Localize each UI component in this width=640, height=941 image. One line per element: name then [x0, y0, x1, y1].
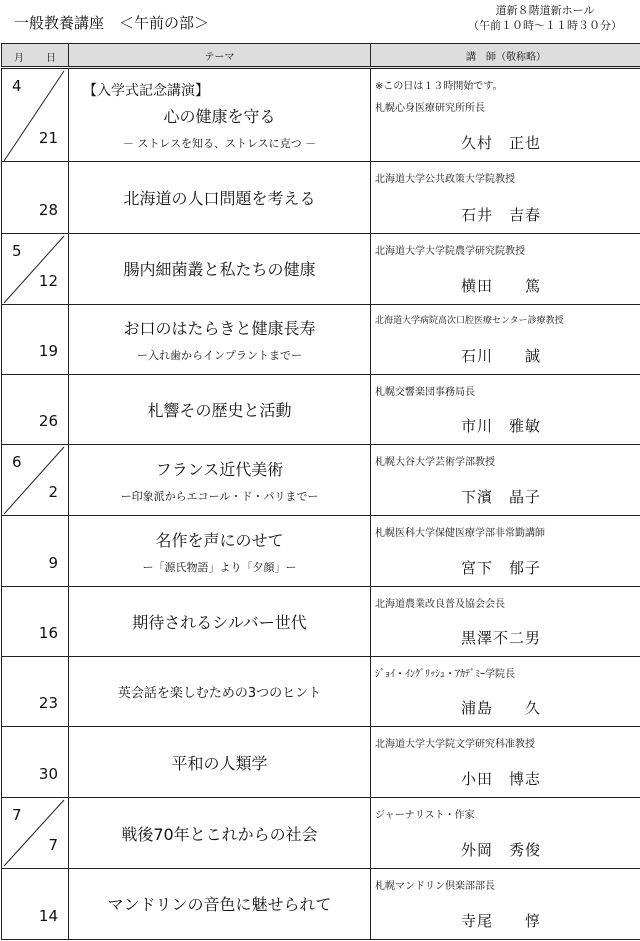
day-value: 12 — [38, 271, 58, 290]
day-header: 日 — [46, 53, 56, 64]
theme-cell — [69, 727, 371, 798]
page-header — [0, 0, 640, 44]
theme-subtitle: ー印象派からエコール・ド・パリまでー — [120, 489, 319, 503]
lecturer-cell — [371, 233, 640, 304]
theme-title: 腸内細菌叢と私たちの健康 — [123, 260, 316, 280]
day-value: 19 — [38, 342, 58, 361]
theme-title: お口のはたらきと健康長寿 — [123, 318, 316, 338]
lecturer-name: 石井 吉春 — [461, 205, 542, 224]
theme-title: フランス近代美術 — [155, 459, 284, 479]
date-cell — [2, 445, 69, 516]
lecturer-cell — [371, 798, 640, 868]
theme-title: 心の健康を守る — [163, 106, 276, 126]
lecturer-affiliation: 北海道大学病院高次口腔医療センター診療教授 — [375, 315, 564, 326]
lecturer-cell — [371, 586, 640, 656]
date-cell — [2, 516, 69, 586]
table-row — [2, 516, 640, 586]
day-value: 23 — [38, 694, 58, 713]
event-label: 【入学式記念講演】 — [83, 82, 209, 99]
lecturer-cell — [371, 68, 640, 162]
page-title: 一般教養講座 ＜午前の部＞ — [14, 14, 210, 32]
venue-info — [468, 3, 622, 33]
table-row — [2, 375, 640, 445]
theme-title: 名作を声にのせて — [155, 530, 284, 550]
venue-name: 道新８階道新ホール — [495, 4, 595, 17]
lecturer-name: 小田 博志 — [461, 770, 542, 789]
lecturer-name: 市川 雅敏 — [461, 417, 542, 436]
date-cell — [2, 68, 69, 162]
table-row — [2, 586, 640, 656]
lecturer-affiliation-2: 札幌心身医療研究所所長 — [375, 103, 485, 114]
lecturer-affiliation: 札幌交響楽団事務局長 — [375, 387, 475, 399]
theme-subtitle: ー「源氏物語」より「夕顔」ー — [142, 560, 297, 574]
table-row — [2, 304, 640, 374]
theme-cell — [69, 375, 371, 445]
table-row — [2, 868, 640, 939]
date-cell — [2, 586, 69, 656]
lecturer-name: 浦島 久 — [461, 699, 542, 718]
date-cell — [2, 162, 69, 233]
lecturer-column-header: 講 師（敬称略） — [371, 44, 640, 68]
lecturer-affiliation: 札幌医科大学保健医療学部非常勤講師 — [375, 528, 545, 540]
lecturer-cell — [371, 868, 640, 939]
lecturer-cell — [371, 656, 640, 726]
day-value: 21 — [38, 129, 58, 148]
lecturer-affiliation: 北海道大学大学院文学研究科准教授 — [375, 739, 535, 751]
theme-cell — [69, 68, 371, 162]
table-row — [2, 445, 640, 516]
table-row — [2, 162, 640, 233]
lecture-schedule-table — [1, 43, 640, 940]
lecturer-affiliation: ｼﾞｮｲ・ｲﾝｸﾞﾘｯｼｭ・ｱｶﾃﾞﾐｰ学院長 — [375, 668, 515, 680]
theme-title: 平和の人類学 — [171, 753, 268, 773]
day-value: 30 — [38, 765, 58, 784]
lecturer-affiliation: ジャーナリスト・作家 — [375, 810, 475, 822]
theme-column-header: テーマ — [69, 44, 371, 68]
month-header: 月 — [14, 53, 24, 64]
date-cell — [2, 868, 69, 939]
day-value: 26 — [38, 412, 58, 431]
table-row — [2, 798, 640, 868]
theme-cell — [69, 233, 371, 304]
lecturer-name: 外岡 秀俊 — [461, 840, 542, 859]
theme-cell — [69, 304, 371, 374]
day-value: 2 — [48, 483, 58, 502]
day-value: 9 — [48, 553, 58, 572]
lecturer-affiliation: ※この日は１３時開始です。 — [375, 81, 503, 92]
lecturer-affiliation: 北海道農業改良普及協会会長 — [375, 598, 505, 610]
table-row — [2, 233, 640, 304]
lecturer-name: 久村 正也 — [461, 134, 542, 153]
theme-cell — [69, 656, 371, 726]
month-value: 7 — [12, 806, 22, 825]
lecturer-name: 石川 誠 — [461, 347, 542, 366]
theme-title: 北海道の人口問題を考える — [123, 188, 316, 208]
lecturer-affiliation: 札幌マンドリン倶楽部部長 — [375, 880, 495, 892]
table-header-row — [2, 44, 640, 68]
month-value: 5 — [12, 241, 22, 260]
theme-cell — [69, 586, 371, 656]
lecturer-cell — [371, 727, 640, 798]
date-cell — [2, 656, 69, 726]
theme-cell — [69, 162, 371, 233]
theme-cell — [69, 798, 371, 868]
date-cell — [2, 798, 69, 868]
lecturer-cell — [371, 162, 640, 233]
venue-time: （午前１０時～１１時３０分） — [468, 19, 622, 32]
theme-title: 期待されるシルバー世代 — [132, 612, 307, 632]
theme-title: 札響その歴史と活動 — [147, 401, 292, 421]
lecturer-affiliation: 北海道大学大学院農学研究院教授 — [375, 245, 525, 257]
table-row — [2, 656, 640, 726]
day-value: 7 — [48, 835, 58, 854]
lecturer-cell — [371, 304, 640, 374]
month-value: 4 — [12, 77, 22, 95]
theme-subtitle: ー入れ歯からインプラントまでー — [137, 348, 302, 362]
theme-title: マンドリンの音色に魅せられて — [107, 895, 332, 915]
date-cell — [2, 727, 69, 798]
lecturer-name: 下濱 晶子 — [461, 488, 542, 507]
lecturer-cell — [371, 516, 640, 586]
theme-cell — [69, 516, 371, 586]
lecturer-cell — [371, 375, 640, 445]
day-value: 14 — [38, 907, 58, 925]
lecturer-affiliation: 札幌大谷大学芸術学部教授 — [375, 457, 495, 469]
date-cell — [2, 375, 69, 445]
date-cell — [2, 233, 69, 304]
theme-title: 英会話を楽しむための3つのヒント — [117, 686, 322, 702]
theme-subtitle: － ストレスを知る、ストレスに克つ － — [122, 136, 317, 150]
theme-cell — [69, 445, 371, 516]
date-cell — [2, 304, 69, 374]
lecturer-affiliation: 北海道大学公共政策大学院教授 — [375, 174, 515, 186]
date-column-header — [2, 44, 69, 68]
month-value: 6 — [12, 453, 22, 472]
lecturer-cell — [371, 445, 640, 516]
table-row — [2, 727, 640, 798]
theme-title: 戦後70年とこれからの社会 — [121, 824, 318, 844]
day-value: 28 — [38, 200, 58, 219]
table-row — [2, 68, 640, 162]
lecturer-name: 宮下 郁子 — [461, 558, 542, 577]
lecturer-name: 寺尾 惇 — [461, 912, 542, 930]
lecturer-name: 横田 篤 — [461, 276, 542, 295]
lecturer-name: 黒澤不二男 — [461, 628, 542, 647]
day-value: 16 — [38, 623, 58, 642]
theme-cell — [69, 868, 371, 939]
